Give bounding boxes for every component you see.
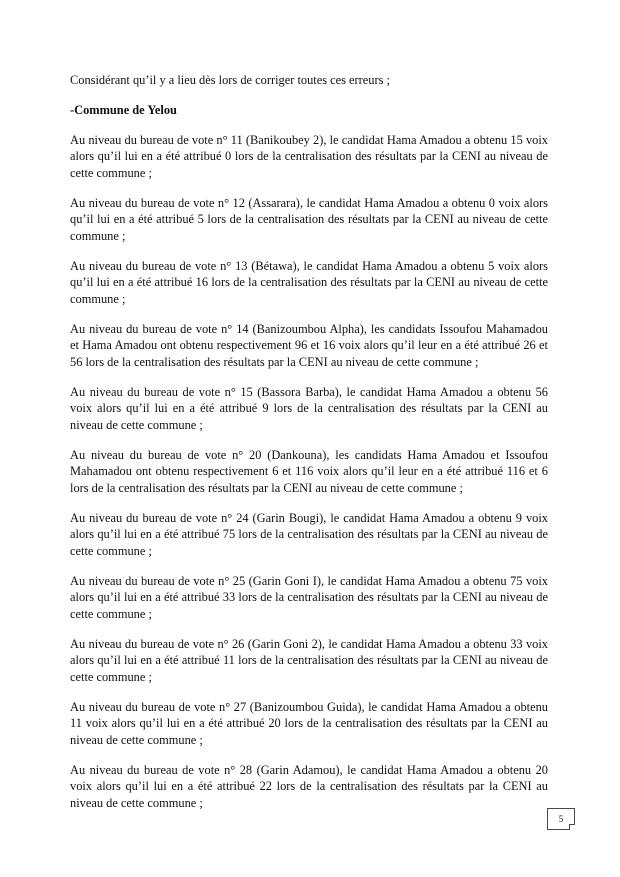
paragraph: Au niveau du bureau de vote n° 11 (Banikoubey 2), le candidat Hama Amadou a obtenu 15 voix alors qu’il lui en a été attribué 0 lors de la centralisation des résultats par la CENI au niveau de cette commune ; (70, 132, 548, 180)
paragraph: Au niveau du bureau de vote n° 14 (Banizoumbou Alpha), les candidats Issoufou Mahamadou et Hama Amadou ont obtenu respectivement 96 et 16 voix alors qu’il leur en a été attribué 26 et 56 lors de la centralisation des résultats par la CENI au niveau de cette commune ; (70, 321, 548, 369)
intro-paragraph: Considérant qu’il y a lieu dès lors de corriger toutes ces erreurs ; (70, 73, 390, 87)
paragraph: Au niveau du bureau de vote n° 20 (Dankouna), les candidats Hama Amadou et Issoufou Mahamadou ont obtenu respectivement 6 et 116 voix alors qu’il leur en a été attribué 116 et 6 lors de la centralisation des résultats par la CENI au niveau de cette commune ; (70, 447, 548, 495)
page-number: 5 (558, 814, 564, 824)
page-corner-fold-icon (569, 824, 575, 830)
paragraph: Au niveau du bureau de vote n° 13 (Bétawa), le candidat Hama Amadou a obtenu 5 voix alors qu’il lui en a été attribué 16 lors de la centralisation des résultats par la CENI au niveau de cette commune ; (70, 258, 548, 306)
paragraph: Au niveau du bureau de vote n° 12 (Assarara), le candidat Hama Amadou a obtenu 0 voix alors qu’il lui en a été attribué 5 lors de la centralisation des résultats par la CENI au niveau de cette commune ; (70, 195, 548, 243)
paragraph: Au niveau du bureau de vote n° 27 (Banizoumbou Guida), le candidat Hama Amadou a obtenu 11 voix alors qu’il lui en a été attribué 20 lors de la centralisation des résultats par la CENI au niveau de cette commune ; (70, 699, 548, 747)
paragraph: Au niveau du bureau de vote n° 24 (Garin Bougi), le candidat Hama Amadou a obtenu 9 voix alors qu’il lui en a été attribué 75 lors de la centralisation des résultats par la CENI au niveau de cette commune ; (70, 510, 548, 558)
document-page (70, 72, 548, 825)
paragraph: Au niveau du bureau de vote n° 25 (Garin Goni I), le candidat Hama Amadou a obtenu 75 voix alors qu’il lui en a été attribué 33 lors de la centralisation des résultats par la CENI au niveau de cette commune ; (70, 573, 548, 621)
paragraph: Au niveau du bureau de vote n° 26 (Garin Goni 2), le candidat Hama Amadou a obtenu 33 voix alors qu’il lui en a été attribué 11 lors de la centralisation des résultats par la CENI au niveau de cette commune ; (70, 636, 548, 684)
paragraph: Au niveau du bureau de vote n° 28 (Garin Adamou), le candidat Hama Amadou a obtenu 20 voix alors qu’il lui en a été attribué 22 lors de la centralisation des résultats par la CENI au niveau de cette commune ; (70, 762, 548, 810)
paragraph: Au niveau du bureau de vote n° 15 (Bassora Barba), le candidat Hama Amadou a obtenu 56 voix alors qu’il lui en a été attribué 9 lors de la centralisation des résultats par la CENI au niveau de cette commune ; (70, 384, 548, 432)
section-heading: -Commune de Yelou (70, 103, 177, 117)
